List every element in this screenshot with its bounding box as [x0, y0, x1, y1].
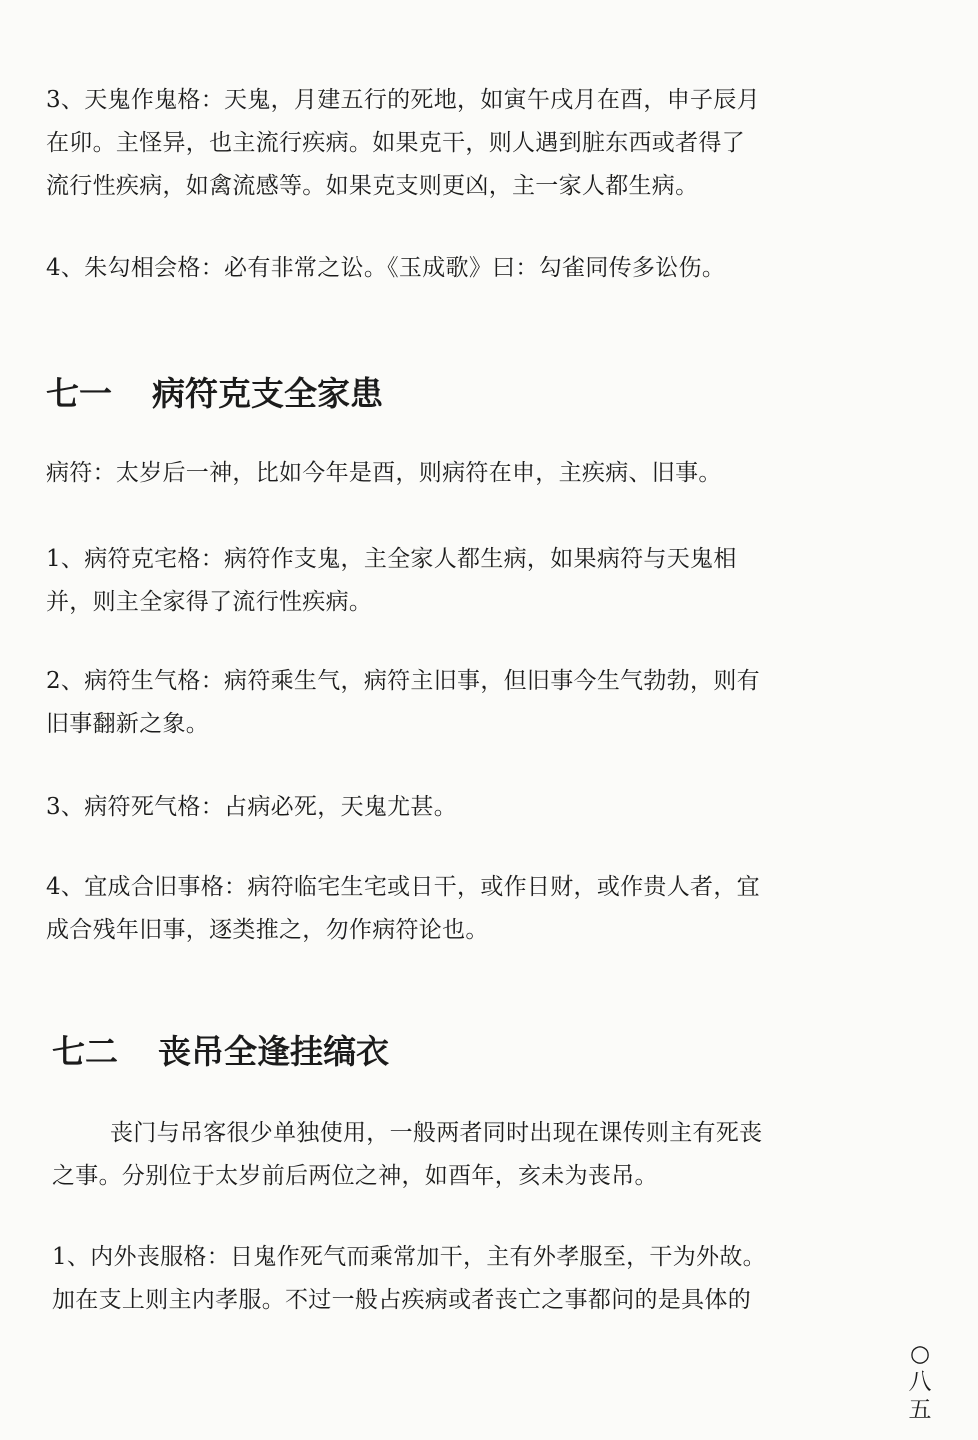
- paragraph-bingfu-shengqi: [46, 660, 846, 746]
- paragraph-neiwai-sangfu: [52, 1236, 852, 1322]
- section-number: 七二: [52, 1032, 118, 1071]
- paragraph-tiangui-zuogui: [46, 79, 846, 208]
- text-line: 在卯。主怪异，也主流行疾病。如果克干，则人遇到脏东西或者得了: [46, 130, 745, 156]
- section-heading-71: [46, 374, 383, 414]
- text-line: 加在支上则主内孝服。不过一般占疾病或者丧亡之事都问的是具体的: [52, 1287, 751, 1313]
- paragraph-zhugou-xianghui: [46, 247, 846, 290]
- text-line: 之事。分别位于太岁前后两位之神，如酉年，亥未为丧吊。: [52, 1163, 658, 1189]
- page-number-digit: 五: [908, 1397, 932, 1423]
- page-number: [902, 1340, 938, 1424]
- paragraph-bingfu-definition: [46, 452, 846, 495]
- text-line: 流行性疾病，如禽流感等。如果克支则更凶，主一家人都生病。: [46, 173, 699, 199]
- text-line: 1、内外丧服格：日鬼作死气而乘常加干，主有外孝服至，干为外故。: [52, 1244, 766, 1270]
- text-line: 3、天鬼作鬼格：天鬼，月建五行的死地，如寅午戌月在酉，申子辰月: [46, 87, 760, 113]
- section-title: 丧吊全逢挂缟衣: [158, 1032, 389, 1071]
- text-line: 1、病符克宅格：病符作支鬼，主全家人都生病，如果病符与天鬼相: [46, 546, 737, 572]
- text-line: 3、病符死气格：占病必死，天鬼尤甚。: [46, 794, 458, 820]
- paragraph-yicheng-hejiushi: [46, 866, 846, 952]
- text-line: 2、病符生气格：病符乘生气，病符主旧事，但旧事今生气勃勃，则有: [46, 668, 760, 694]
- text-line: 4、宜成合旧事格：病符临宅生宅或日干，或作日财，或作贵人者，宜: [46, 874, 760, 900]
- text-line: 4、朱勾相会格：必有非常之讼。《玉成歌》曰：勾雀同传多讼伤。: [46, 255, 726, 281]
- paragraph-bingfu-siqi: [46, 786, 846, 829]
- text-line: 旧事翻新之象。: [46, 711, 210, 737]
- text-line: 丧门与吊客很少单独使用，一般两者同时出现在课传则主有死丧: [110, 1120, 763, 1146]
- section-title: 病符克支全家患: [152, 374, 383, 413]
- page-number-digit: 八: [908, 1369, 932, 1395]
- paragraph-sangdiao-intro: [52, 1112, 852, 1198]
- text-line: 并，则主全家得了流行性疾病。: [46, 589, 373, 615]
- section-heading-72: [52, 1032, 389, 1072]
- section-number: 七一: [46, 374, 112, 413]
- text-line: 成合残年旧事，逐类推之，勿作病符论也。: [46, 917, 489, 943]
- paragraph-bingfu-kezhai: [46, 538, 846, 624]
- text-line: 病符：太岁后一神，比如今年是酉，则病符在申，主疾病、旧事。: [46, 460, 722, 486]
- page-number-digit: ○: [909, 1341, 931, 1367]
